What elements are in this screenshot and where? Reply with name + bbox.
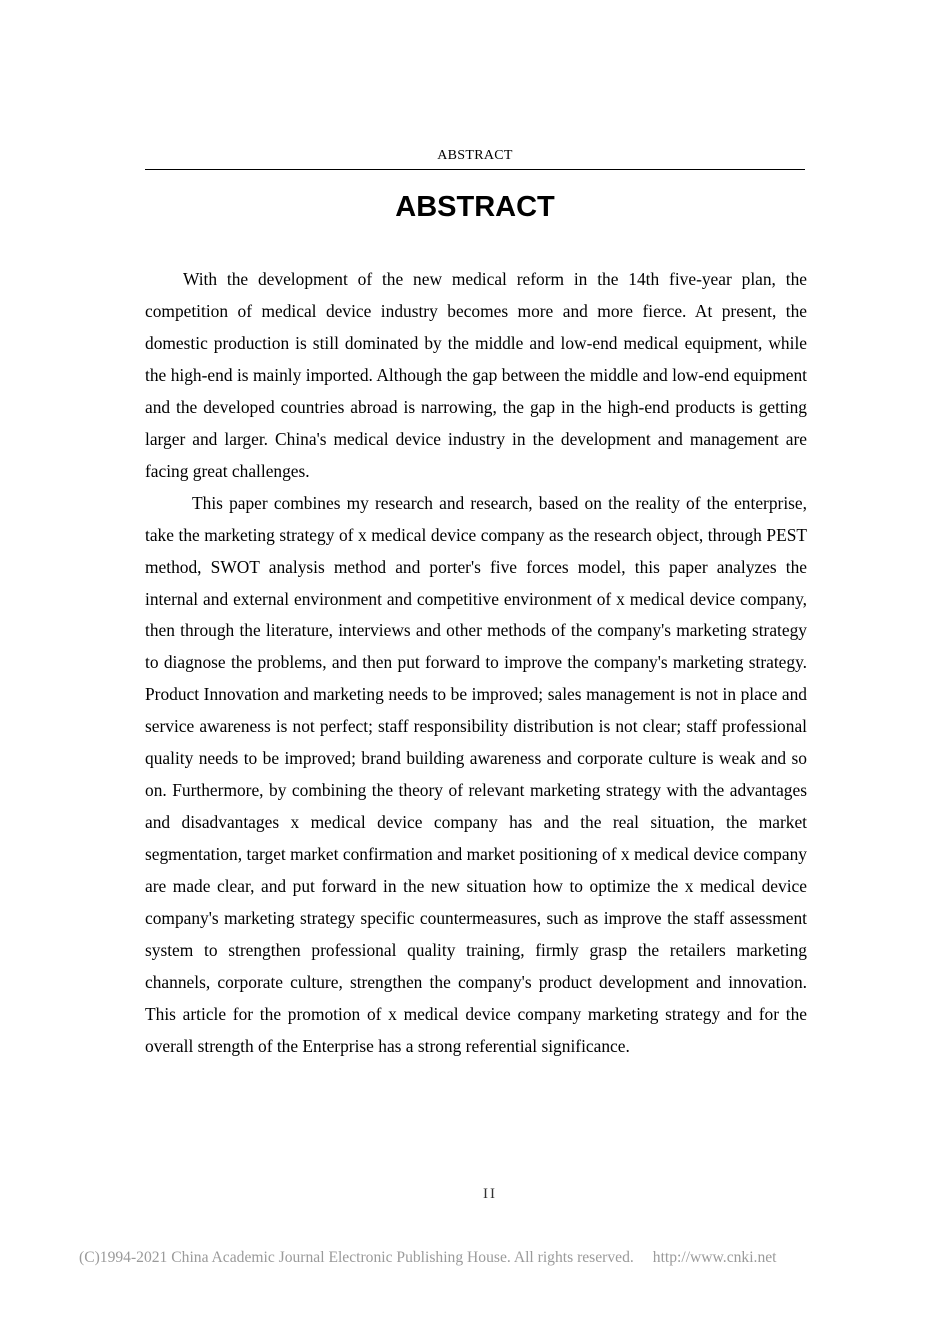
copyright-footer <box>79 1249 879 1267</box>
page-number: II <box>483 1186 497 1202</box>
header-rule <box>145 169 805 170</box>
abstract-paragraph-2: This paper combines my research and research, based on the reality of the enterprise, take the marketing strategy of x medical device company as the research object, through PEST method, SWOT analysis method and porter's five forces model, this paper analyzes the internal and external environment and competitive environment of x medical device company, then through the literature, interviews and other methods of the company's marketing strategy to diagnose the problems, and then put forward to improve the company's marketing strategy. Product Innovation and marketing needs to be improved; sales management is not in place and service awareness is not perfect; staff responsibility distribution is not clear; staff professional quality needs to be improved; brand building awareness and corporate culture is weak and so on. Furthermore, by combining the theory of relevant marketing strategy with the advantages and disadvantages x medical device company has and the real situation, the market segmentation, target market confirmation and market positioning of x medical device company are made clear, and put forward in the new situation how to optimize the x medical device company's marketing strategy specific countermeasures, such as improve the staff assessment system to strengthen professional quality training, firmly grasp the retailers marketing channels, corporate culture, strengthen the company's product development and innovation. This article for the promotion of x medical device company marketing strategy and for the overall strength of the Enterprise has a strong referential significance. <box>145 492 807 1056</box>
running-header: ABSTRACT <box>437 148 513 163</box>
copyright-text: (C)1994-2021 China Academic Journal Electronic Publishing House. All rights reserved. <box>79 1249 634 1266</box>
cnki-link[interactable]: http://www.cnki.net <box>652 1249 777 1266</box>
abstract-body <box>145 264 807 1063</box>
page-title: ABSTRACT <box>395 191 555 223</box>
abstract-paragraph-1: With the development of the new medical reform in the 14th five-year plan, the competition of medical device industry becomes more and more fierce. At present, the domestic production is still dominated by the middle and low-end medical equipment, while the high-end is mainly imported. Although the gap between the middle and low-end equipment and the developed countries abroad is narrowing, the gap in the high-end products is getting larger and larger. China's medical device industry in the development and management are facing great challenges. <box>145 269 807 481</box>
